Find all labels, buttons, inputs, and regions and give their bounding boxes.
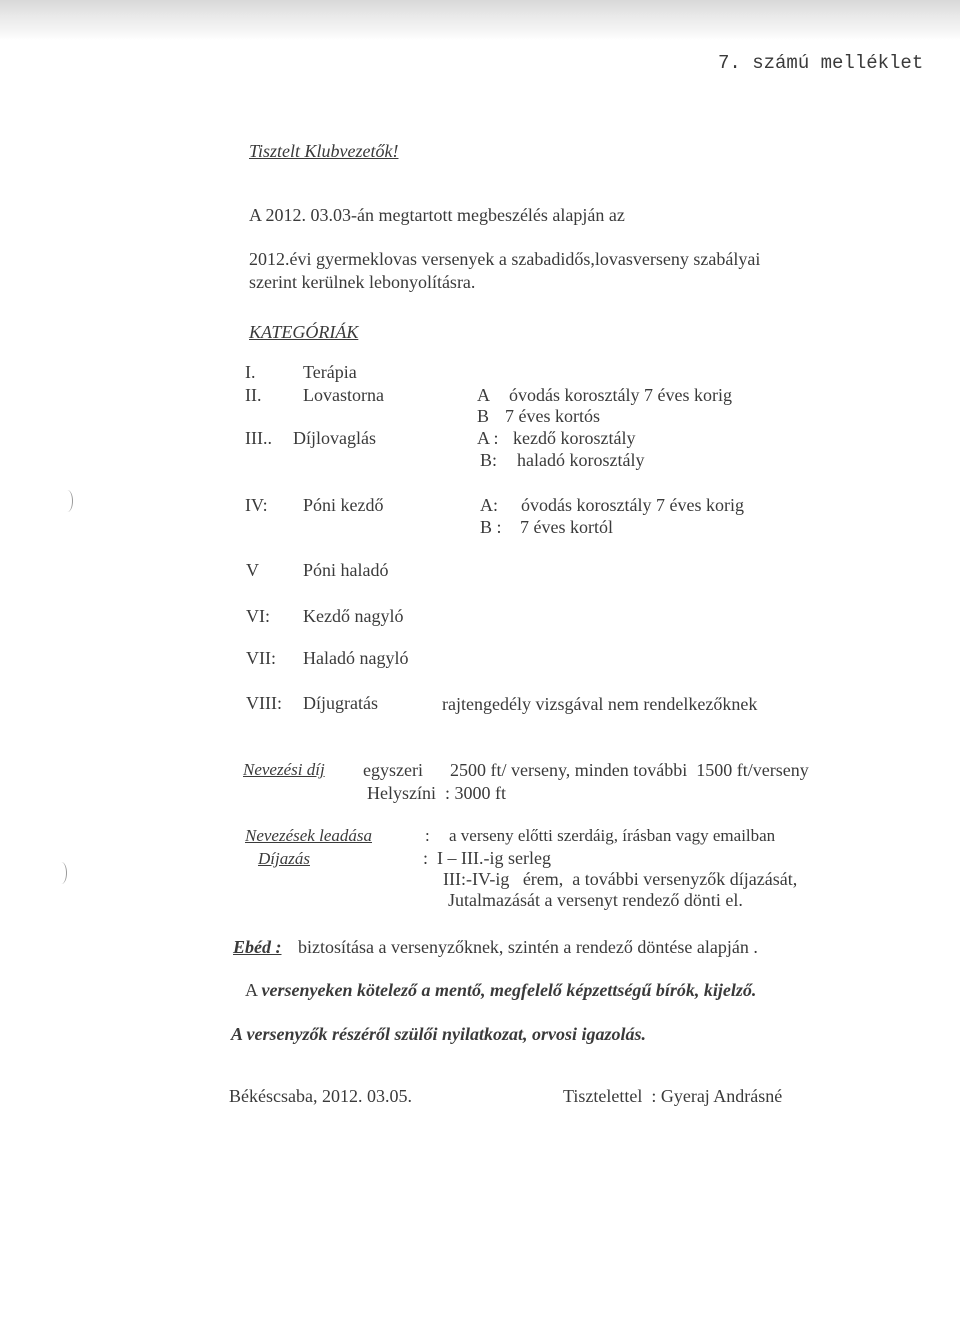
subcategory-text: kezdő korosztály <box>513 428 636 448</box>
category-name: Terápia <box>303 362 357 382</box>
signature: Tisztelettel : Gyeraj Andrásné <box>563 1086 783 1106</box>
intro-line-1: A 2012. 03.03-án megtartott megbeszélés alapján az <box>249 205 625 225</box>
subcategory-letter: B: <box>480 450 498 470</box>
entries-text: a verseny előtti szerdáig, írásban vagy emailban <box>449 826 776 845</box>
lunch-label: Ebéd : <box>233 937 282 957</box>
fee-line-1: egyszeri 2500 ft/ verseny, minden további 1500 ft/verseny <box>363 760 809 780</box>
salutation: Tisztelt Klubvezetők! <box>249 141 399 161</box>
category-name: Díjlovaglás <box>293 428 376 448</box>
prizes-line-2: III:-IV-ig érem, a további versenyzők díjazását, <box>443 869 798 889</box>
mandatory-text: versenyeken kötelező a mentő, megfelelő képzettségű bírók, kijelző. <box>261 980 757 1000</box>
category-name: Haladó nagyló <box>303 648 409 668</box>
subcategory-text: 7 éves kortós <box>505 406 600 426</box>
intro-line-3: szerint kerülnek lebonyolításra. <box>249 272 476 292</box>
category-name: Lovastorna <box>303 385 384 405</box>
fee-label: Nevezési díj <box>243 760 325 779</box>
category-number: VII: <box>246 648 276 668</box>
category-name: Díjugratás <box>303 693 378 713</box>
subcategory-letter: A: <box>480 495 498 515</box>
lunch-text: biztosítása a versenyzőknek, szintén a rendező döntése alapján . <box>298 937 758 957</box>
prizes-label: Díjazás <box>258 849 310 868</box>
subcategory-text: 7 éves kortól <box>520 517 613 537</box>
subcategory-letter: A <box>477 385 490 405</box>
scan-shadow-bar <box>0 0 960 40</box>
intro-line-2: 2012.évi gyermeklovas versenyek a szabadidős,lovasverseny szabályai <box>249 249 761 269</box>
category-number: III.. <box>245 428 272 448</box>
category-number: I. <box>245 362 256 382</box>
subcategory-text: haladó korosztály <box>517 450 645 470</box>
fee-line-2: Helyszíni : 3000 ft <box>367 783 506 803</box>
scan-speck <box>56 862 67 884</box>
category-number: II. <box>245 385 262 405</box>
category-number: IV: <box>245 495 268 515</box>
prizes-line-1: : I – III.-ig serleg <box>423 848 551 868</box>
prizes-line-3: Jutalmazását a versenyt rendező dönti el. <box>448 890 743 910</box>
category-name: Póni haladó <box>303 560 389 580</box>
category-note: rajtengedély vizsgával nem rendelkezőknek <box>442 694 758 714</box>
subcategory-letter: B : <box>480 517 502 537</box>
categories-heading: KATEGÓRIÁK <box>249 322 359 342</box>
annex-label: 7. számú melléklet <box>718 52 924 74</box>
entries-colon: : <box>425 826 430 845</box>
category-name: Kezdő nagyló <box>303 606 404 626</box>
scan-speck <box>62 490 73 512</box>
parental-line: A versenyzők részéről szülői nyilatkozat, orvosi igazolás. <box>231 1024 647 1044</box>
category-number: V <box>246 560 259 580</box>
subcategory-text: óvodás korosztály 7 éves korig <box>521 495 744 515</box>
subcategory-text: óvodás korosztály 7 éves korig <box>509 385 732 405</box>
subcategory-letter: B <box>477 406 490 426</box>
mandatory-line <box>245 980 756 1001</box>
place-date: Békéscsaba, 2012. 03.05. <box>229 1086 412 1106</box>
subcategory-letter: A : <box>477 428 499 448</box>
category-number: VIII: <box>246 693 282 713</box>
category-name: Póni kezdő <box>303 495 384 515</box>
entries-label: Nevezések leadása <box>245 826 372 845</box>
mandatory-prefix: A <box>245 980 262 1000</box>
category-number: VI: <box>246 606 270 626</box>
